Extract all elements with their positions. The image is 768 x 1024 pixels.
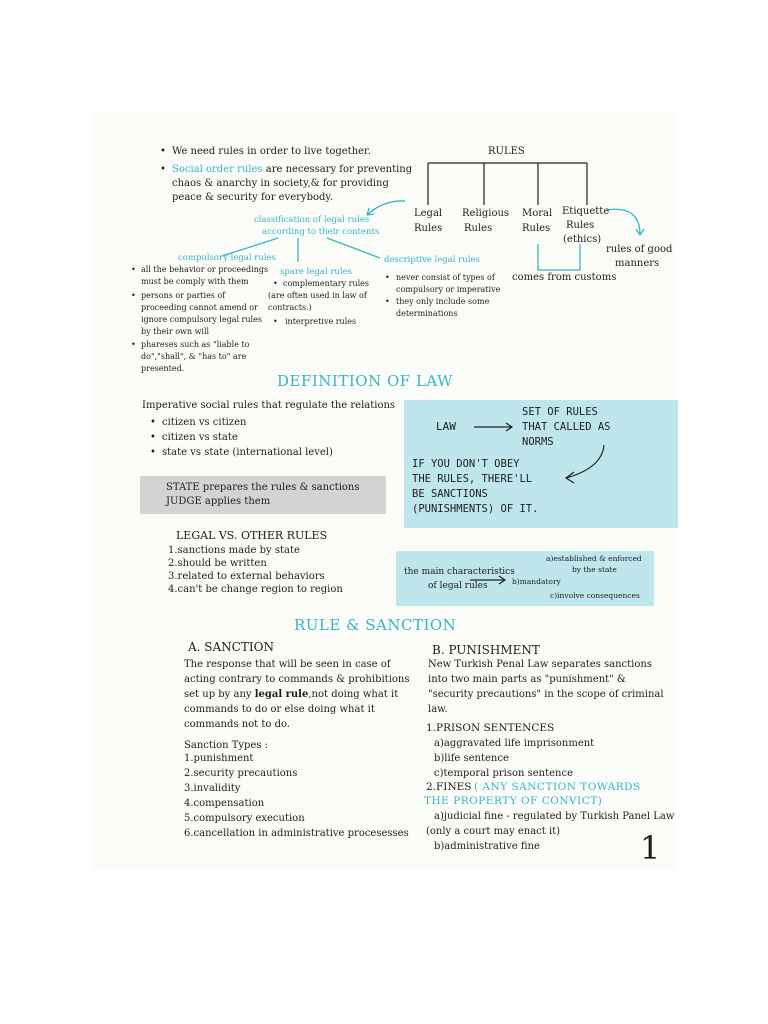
descriptive-item-2a: they only include some <box>396 297 490 306</box>
fines-title: 2.FINES <box>426 781 472 793</box>
classification-title-2: according to their contents <box>262 227 380 237</box>
page-number: 1 <box>640 829 661 867</box>
rules-title: RULES <box>488 146 525 157</box>
characteristic-a: a)established & enforced <box>546 554 642 563</box>
intro-line-1: We need rules in order to live together. <box>172 146 371 157</box>
characteristic-c: c)involve consequences <box>550 591 640 600</box>
etiquette-rules-1: Etiquette <box>562 206 610 217</box>
compulsory-item-2d: by their own will <box>141 327 210 336</box>
obey-line-3: BE SANCTIONS <box>412 488 488 500</box>
moral-rules-2: Rules <box>522 223 551 234</box>
intro-line-2-rest: are necessary for preventing <box>262 164 413 175</box>
bullet: • <box>273 317 278 326</box>
spare-item-1b: (are often used in law of <box>268 291 367 300</box>
descriptive-title: descriptive legal rules <box>384 255 480 265</box>
compulsory-title: compulsory legal rules <box>178 253 276 263</box>
intro-line-3: chaos & anarchy in society,& for providing <box>172 178 389 189</box>
definition-heading: DEFINITION OF LAW <box>277 372 454 390</box>
sanction-type-1: 1.punishment <box>184 753 254 764</box>
descriptive-item-1a: never consist of types of <box>396 273 495 282</box>
bullet: • <box>385 297 390 306</box>
compulsory-item-3a: phareses such as "liable to <box>141 340 250 349</box>
social-order-rules: Social order rules <box>172 164 263 175</box>
spare-item-1a: complementary rules <box>283 279 370 288</box>
intro-line-2 <box>172 164 412 176</box>
prison-title: 1.PRISON SENTENCES <box>426 722 555 734</box>
religious-rules-2: Rules <box>464 223 493 234</box>
sanction-type-4: 4.compensation <box>184 798 265 809</box>
sanction-text-3c: ,not doing what it <box>308 689 399 700</box>
good-manners-1: rules of good <box>606 244 673 255</box>
legal-rules-2: Rules <box>414 223 443 234</box>
bullet: • <box>131 340 136 349</box>
fines-note-2: THE PROPERTY OF CONVICT) <box>424 795 603 807</box>
compulsory-item-2b: proceeding cannot amend or <box>141 303 258 312</box>
set-of-rules-3: NORMS <box>522 436 554 448</box>
prison-a: a)aggravated life imprisonment <box>434 738 595 749</box>
legal-vs-2: 2.should be written <box>168 558 267 569</box>
definition-intro: Imperative social rules that regulate the relations <box>142 400 396 411</box>
sanction-title: A. SANCTION <box>188 640 274 654</box>
etiquette-rules-2: Rules <box>566 220 595 231</box>
legal-rules-1: Legal <box>414 208 443 219</box>
obey-line-1: IF YOU DON'T OBEY <box>412 458 520 470</box>
law-label: LAW <box>436 420 456 433</box>
bullet: • <box>150 432 156 443</box>
set-of-rules-2: THAT CALLED AS <box>522 421 611 433</box>
comes-from-customs: comes from customs <box>512 272 617 283</box>
state-line: STATE prepares the rules & sanctions <box>166 482 360 493</box>
judge-line: JUDGE applies them <box>166 496 271 507</box>
compulsory-item-1a: all the behavior or proceedings <box>141 265 269 274</box>
fine-a: a)judicial fine - regulated by Turkish Panel Law <box>434 811 675 822</box>
fine-a-note: (only a court may enact it) <box>426 826 561 837</box>
compulsory-item-3b: do","shall", & "has to" are <box>141 352 247 361</box>
legal-vs-title: LEGAL VS. OTHER RULES <box>176 529 328 542</box>
fine-b: b)administrative fine <box>434 841 540 852</box>
sanction-types-title: Sanction Types : <box>184 740 269 751</box>
characteristic-b: b)mandatory <box>512 577 561 586</box>
set-of-rules-1: SET OF RULES <box>522 406 598 418</box>
intro-line-4: peace & security for everybody. <box>172 192 333 203</box>
spare-title: spare legal rules <box>280 267 352 277</box>
punishment-text-1: New Turkish Penal Law separates sanctions <box>428 659 652 670</box>
compulsory-item-2a: persons or parties of <box>141 291 226 300</box>
relation-3: state vs state (international level) <box>162 447 333 458</box>
sanction-text-3a: set up by any <box>184 689 255 700</box>
sanction-text-1: The response that will be seen in case of <box>184 659 391 670</box>
bullet: • <box>385 273 390 282</box>
sanction-type-5: 5.compulsory execution <box>184 813 305 824</box>
fines-note-1: ( ANY SANCTION TOWARDS <box>474 781 641 793</box>
sanction-text-3 <box>184 689 398 701</box>
compulsory-item-1b: must be comply with them <box>141 277 249 286</box>
relation-2: citizen vs state <box>162 432 238 443</box>
compulsory-item-2c: ignore compulsory legal rules <box>141 315 262 324</box>
punishment-text-3: "security precautions" in the scope of criminal <box>428 689 664 700</box>
descriptive-item-2b: determinations <box>396 309 458 318</box>
bullet: • <box>150 447 156 458</box>
characteristic-a2: by the state <box>572 565 617 574</box>
sanction-text-5: commands not to do. <box>184 719 291 730</box>
bullet: • <box>273 279 278 288</box>
prison-c: c)temporal prison sentence <box>434 768 573 779</box>
sanction-text-2: acting contrary to commands & prohibitions <box>184 674 410 685</box>
punishment-title: B. PUNISHMENT <box>432 643 540 657</box>
bullet: • <box>131 291 136 300</box>
sanction-type-2: 2.security precautions <box>184 768 298 779</box>
compulsory-item-3c: presented. <box>141 364 185 373</box>
good-manners-2: manners <box>615 258 660 269</box>
obey-line-4: (PUNISHMENTS) OF IT. <box>412 503 539 515</box>
punishment-text-4: law. <box>428 704 448 715</box>
bullet: • <box>131 265 136 274</box>
legal-vs-3: 3.related to external behaviors <box>168 571 325 582</box>
etiquette-rules-3: (ethics) <box>563 234 602 245</box>
characteristics-2: of legal rules <box>428 581 488 591</box>
legal-vs-1: 1.sanctions made by state <box>168 545 300 556</box>
legal-vs-4: 4.can't be change region to region <box>168 584 343 595</box>
sanction-type-6: 6.cancellation in administrative procesesses <box>184 828 409 839</box>
sanction-text-4: commands to do or else doing what it <box>184 704 375 715</box>
religious-rules-1: Religious <box>462 208 510 219</box>
bullet: • <box>160 164 166 175</box>
relation-1: citizen vs citizen <box>162 417 247 428</box>
rule-sanction-heading: RULE & SANCTION <box>294 616 457 634</box>
characteristics-1: the main characteristics <box>404 567 515 577</box>
sanction-legal-rule: legal rule <box>254 689 309 700</box>
spare-item-2: interpretive rules <box>285 317 357 326</box>
bullet: • <box>160 146 166 157</box>
classification-title-1: classification of legal rules <box>254 215 370 225</box>
descriptive-item-1b: compulsory or imperative <box>396 285 501 294</box>
moral-rules-1: Moral <box>522 208 553 219</box>
prison-b: b)life sentence <box>434 753 509 764</box>
obey-line-2: THE RULES, THERE'LL <box>412 473 533 485</box>
bullet: • <box>150 417 156 428</box>
spare-item-1c: contracts.) <box>268 303 312 312</box>
punishment-text-2: into two main parts as "punishment" & <box>428 674 626 685</box>
sanction-type-3: 3.invalidity <box>184 783 241 794</box>
